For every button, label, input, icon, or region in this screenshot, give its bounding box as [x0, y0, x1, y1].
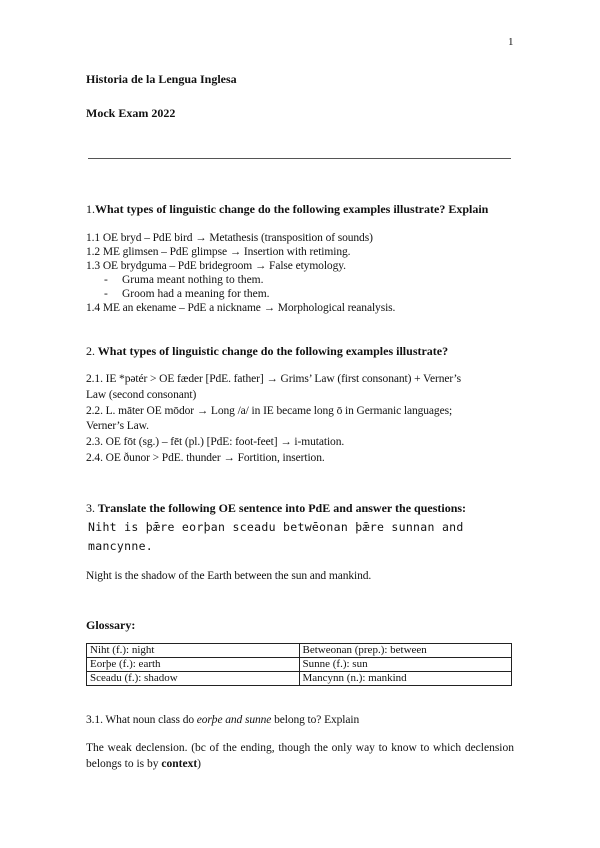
question-2-prompt: What types of linguistic change do the following examples illustrate?	[97, 344, 449, 358]
question-3-heading	[86, 501, 466, 516]
q1-item-1: 1.1 OE bryd – PdE bird → Metathesis (transposition of sounds)	[86, 232, 373, 244]
answer-3-1-text: The weak declension. (bc of the ending, though the only way to know to which declension belongs to is by	[86, 742, 514, 770]
q1-bullet-2: - Groom had a meaning for them.	[104, 288, 270, 300]
glossary-cell: Niht (f.): night	[87, 644, 300, 658]
table-row	[87, 672, 512, 686]
translation: Night is the shadow of the Earth between the sun and mankind.	[86, 570, 372, 582]
glossary-cell: Betweonan (prep.): between	[299, 644, 512, 658]
question-1-heading	[86, 202, 488, 217]
q2-item-1-line-2: Law (second consonant)	[86, 389, 197, 401]
q2-item-2-line-2: Verner’s Law.	[86, 420, 149, 432]
q1-item-3: 1.3 OE brydguma – PdE bridegroom → False etymology.	[86, 260, 346, 272]
q1-bullet-2-text: Groom had a meaning for them.	[122, 288, 270, 300]
question-1-number: 1.	[86, 202, 95, 216]
page-number: 1	[508, 36, 514, 48]
table-row	[87, 658, 512, 672]
question-2-number: 2.	[86, 344, 95, 358]
glossary-cell: Eorþe (f.): earth	[87, 658, 300, 672]
answer-3-1-bold: context	[161, 758, 198, 770]
question-3-number: 3.	[86, 501, 95, 515]
question-1-prompt: What types of linguistic change do the following examples illustrate? Explain	[95, 202, 489, 216]
glossary-cell: Mancynn (n.): mankind	[299, 672, 512, 686]
question-3-prompt: Translate the following OE sentence into PdE and answer the questions:	[97, 501, 467, 515]
glossary-cell: Sceadu (f.): shadow	[87, 672, 300, 686]
glossary-cell: Sunne (f.): sun	[299, 658, 512, 672]
q1-bullet-1-text: Gruma meant nothing to them.	[122, 274, 264, 286]
table-row	[87, 644, 512, 658]
question-3-1	[86, 714, 359, 726]
q2-item-4: 2.4. OE ðunor > PdE. thunder → Fortition, insertion.	[86, 452, 325, 464]
q3-1-suffix: belong to? Explain	[271, 714, 360, 726]
q3-1-words: eorþe and sunne	[196, 714, 272, 726]
answer-3-1-end: )	[197, 758, 201, 770]
answer-3-1	[86, 740, 514, 772]
q3-1-prefix: 3.1. What noun class do	[86, 714, 197, 726]
glossary-title: Glossary:	[86, 618, 136, 632]
horizontal-divider	[88, 158, 511, 159]
q1-bullet-1: - Gruma meant nothing to them.	[104, 274, 264, 286]
q2-item-2-line-1: 2.2. L. māter OE mōdor → Long /a/ in IE became long ō in Germanic languages;	[86, 405, 453, 417]
q2-item-3: 2.3. OE fōt (sg.) – fēt (pl.) [PdE: foot-feet] → i-mutation.	[86, 436, 345, 448]
q1-item-4: 1.4 ME an ekename – PdE a nickname → Morphological reanalysis.	[86, 302, 396, 314]
course-title: Historia de la Lengua Inglesa	[86, 72, 237, 86]
q1-item-2: 1.2 ME glimsen – PdE glimpse → Insertion with retiming.	[86, 246, 351, 258]
glossary-table	[86, 643, 512, 686]
question-2-heading	[86, 344, 448, 359]
q2-item-1-line-1: 2.1. IE *pətér > OE fæder [PdE. father] → Grims’ Law (first consonant) + Verner’s	[86, 373, 462, 385]
exam-title: Mock Exam 2022	[86, 106, 176, 120]
oe-sentence: Niht is þǣre eorþan sceadu betwēonan þǣre sunnan and mancynne.	[88, 520, 464, 553]
